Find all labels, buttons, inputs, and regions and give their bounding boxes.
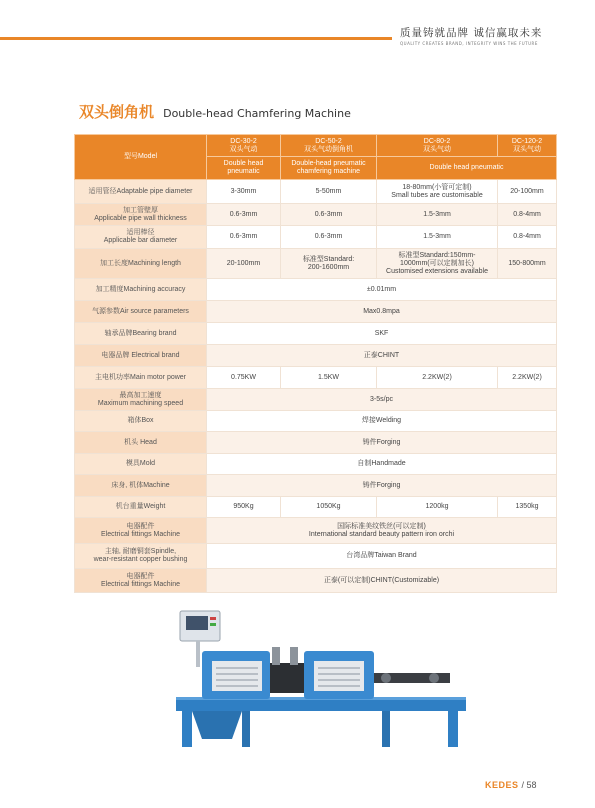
table-row: 箱体Box 焊接Welding (75, 411, 557, 432)
table-row: 电器配件 Electrical fittings Machine 正泰(可以定制)CHINT(Customizable) (75, 569, 557, 593)
type-cell: Double head pneumatic (207, 157, 281, 180)
table-row: 加工管壁厚 Applicable pipe wall thickness 0.6-3mm 0.6-3mm 1.5-3mm 0.8-4mm (75, 204, 557, 226)
table-row: 主轴, 耐磨铜套Spindle, wear-resistant copper bushing 台湾品牌Taiwan Brand (75, 544, 557, 569)
header-rule (0, 37, 392, 40)
table-row: 加工长度Machining length 20-100mm 标准型Standard: 200-1600mm 标准型Standard:150mm- 1000mm(可以定制加长) Customised extensions available 150-800mm (75, 249, 557, 279)
header-slogan: 质量铸就品牌 诚信赢取未来 (400, 27, 543, 39)
type-cell: Double-head pneumatic chamfering machine (281, 157, 377, 180)
type-cell: Double head pneumatic (377, 157, 557, 180)
machine-base (176, 699, 466, 711)
model-label-cell: 型号Model (75, 135, 207, 180)
control-screen (186, 616, 208, 630)
title-zh: 双头倒角机 (79, 103, 155, 121)
table-row: 机头 Head 铸件Forging (75, 432, 557, 454)
table-row: 模具Mold 自制Handmade (75, 454, 557, 475)
machine-photo (172, 607, 468, 749)
model-cell: DC-30-2 双头气动 (207, 135, 281, 157)
table-row: 电器配件 Electrical fittings Machine 国际标准美纹铁丝(可以定制) International standard beauty pattern iron orchi (75, 518, 557, 544)
table-row: 气源参数Air source parameters Max0.8mpa (75, 301, 557, 323)
brand-logo: KEDES (485, 780, 519, 790)
page-number: / 58 (521, 780, 537, 790)
model-cell: DC-80-2 双头气动 (377, 135, 498, 157)
clamp-unit (270, 663, 304, 693)
table-row: 电器品牌 Electrical brand 正泰CHINT (75, 345, 557, 367)
table-row: 加工精度Machining accuracy ±0.01mm (75, 279, 557, 301)
table-row: 主电机功率Main motor power 0.75KW 1.5KW 2.2KW(2) 2.2KW(2) (75, 367, 557, 389)
page-title (79, 101, 351, 122)
model-cell: DC-120-2 双头气动 (498, 135, 557, 157)
table-row: 适用棒径 Applicable bar diameter 0.6-3mm 0.6-3mm 1.5-3mm 0.8-4mm (75, 226, 557, 249)
table-row: 适用管径Adaptable pipe diameter 3-30mm 5-50mm 18-80mm(小管可定制) Small tubes are customisable 20-100mm (75, 180, 557, 204)
table-row (75, 135, 557, 157)
title-en: Double-head Chamfering Machine (163, 107, 351, 120)
table-row: 最高加工速度 Maximum machining speed 3-5s/pc (75, 389, 557, 411)
table-row: 机台重量Weight 950Kg 1050Kg 1200kg 1350kg (75, 497, 557, 518)
model-cell: DC-50-2 双头气动倒角机 (281, 135, 377, 157)
spec-table (74, 134, 557, 593)
page-footer (485, 775, 537, 793)
header-slogan-en: QUALITY CREATES BRAND, INTEGRITY WINS THE FUTURE (400, 41, 538, 46)
table-row: 轴承品牌Bearing brand SKF (75, 323, 557, 345)
table-row: 床身, 机体Machine 铸件Forging (75, 475, 557, 497)
